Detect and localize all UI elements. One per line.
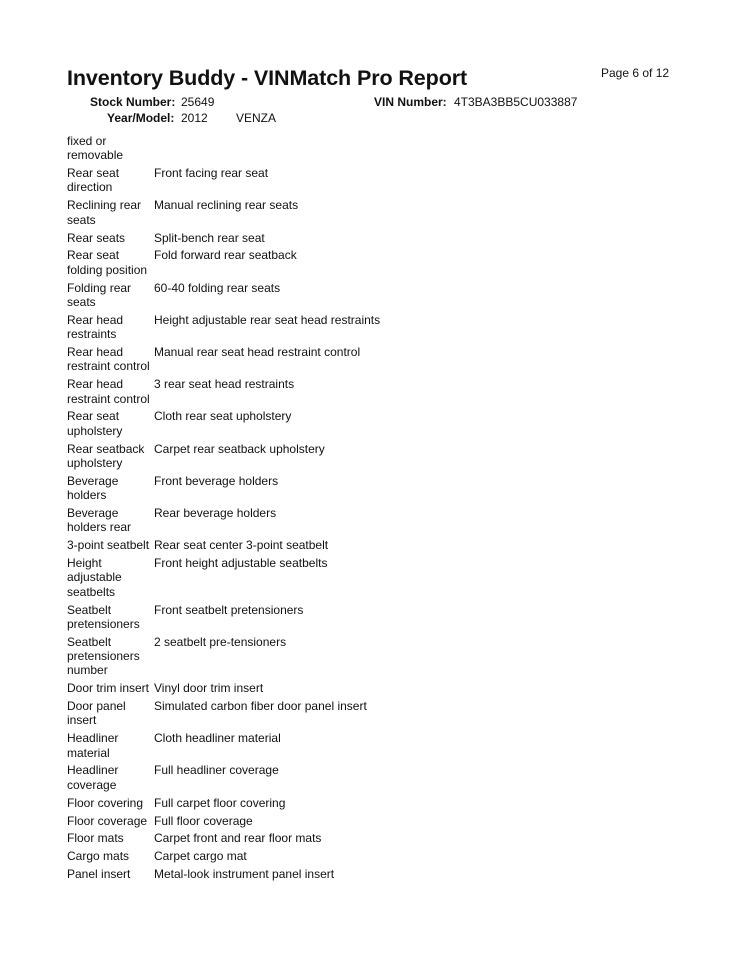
spec-value: Cloth rear seat upholstery [154, 409, 292, 424]
spec-value: Full carpet floor covering [154, 795, 286, 810]
spec-row [67, 763, 667, 792]
spec-row [67, 134, 667, 163]
spec-key: 3-point seatbelt [67, 538, 150, 553]
spec-value: Metal-look instrument panel insert [154, 867, 335, 882]
spec-row [67, 377, 667, 406]
spec-row [67, 231, 667, 245]
spec-row [67, 345, 667, 374]
spec-row [67, 556, 667, 599]
spec-key: Reclining rear seats [67, 198, 142, 227]
spec-value: Front beverage holders [154, 473, 279, 488]
spec-row [67, 635, 667, 678]
spec-value: Fold forward rear seatback [154, 248, 297, 263]
model-value: VENZA [236, 111, 277, 125]
spec-row [67, 831, 667, 845]
spec-value: Full floor coverage [154, 813, 253, 828]
spec-key: Panel insert [67, 867, 131, 882]
spec-list [67, 134, 667, 885]
spec-value: Front facing rear seat [154, 166, 269, 181]
spec-value: Manual rear seat head restraint control [154, 345, 361, 360]
year-value: 2012 [181, 111, 208, 125]
spec-row [67, 281, 667, 310]
spec-key: Rear seats [67, 230, 126, 245]
spec-row [67, 814, 667, 828]
stock-number-value: 25649 [181, 95, 215, 109]
page-number: Page 6 of 12 [601, 66, 670, 80]
spec-value: Front seatbelt pretensioners [154, 602, 304, 617]
spec-key: Rear seat direction [67, 166, 120, 195]
spec-key: fixed or removable [67, 134, 124, 163]
spec-key: Door panel insert [67, 699, 126, 728]
spec-row [67, 313, 667, 342]
spec-key: Door trim insert [67, 681, 150, 696]
spec-value: 3 rear seat head restraints [154, 377, 295, 392]
spec-key: Folding rear seats [67, 280, 132, 309]
spec-key: Floor covering [67, 795, 144, 810]
spec-row [67, 796, 667, 810]
spec-value: Simulated carbon fiber door panel insert [154, 699, 367, 714]
spec-row [67, 166, 667, 195]
spec-key: Headliner material [67, 731, 119, 760]
spec-key: Floor coverage [67, 813, 148, 828]
spec-key: Height adjustable seatbelts [67, 556, 122, 599]
report-title: Inventory Buddy - VINMatch Pro Report [67, 66, 468, 90]
spec-row [67, 603, 667, 632]
spec-value: Rear seat center 3-point seatbelt [154, 538, 329, 553]
spec-row [67, 731, 667, 760]
spec-key: Rear seat upholstery [67, 409, 123, 438]
spec-key: Rear head restraint control [67, 377, 150, 406]
spec-row [67, 248, 667, 277]
spec-value: Front height adjustable seatbelts [154, 556, 328, 571]
spec-value: Vinyl door trim insert [154, 681, 264, 696]
spec-value: Full headliner coverage [154, 763, 279, 778]
spec-row [67, 538, 667, 552]
spec-row [67, 198, 667, 227]
spec-value: Carpet front and rear floor mats [154, 831, 322, 846]
spec-value [154, 134, 667, 163]
spec-key: Beverage holders rear [67, 505, 132, 535]
spec-value: Carpet rear seatback upholstery [154, 441, 325, 456]
spec-key: Rear seat folding position [67, 248, 148, 277]
spec-value: 2 seatbelt pre-tensioners [154, 634, 287, 649]
year-model-label: Year/Model: [107, 111, 175, 125]
spec-key: Rear seatback upholstery [67, 441, 145, 470]
spec-key: Rear head restraint control [67, 345, 150, 374]
spec-row [67, 409, 667, 438]
spec-key: Seatbelt pretensioners [67, 602, 140, 631]
vin-number-value: 4T3BA3BB5CU033887 [454, 95, 578, 109]
spec-row [67, 506, 667, 535]
spec-value: 60-40 folding rear seats [154, 280, 281, 295]
spec-key: Seatbelt pretensioners number [67, 634, 140, 678]
spec-key: Beverage holders [67, 473, 119, 503]
spec-row [67, 699, 667, 728]
spec-row [67, 474, 667, 503]
spec-value: Rear beverage holders [154, 505, 277, 520]
spec-row [67, 681, 667, 695]
spec-value: Height adjustable rear seat head restraints [154, 312, 381, 327]
spec-row [67, 442, 667, 471]
spec-value: Cloth headliner material [154, 731, 281, 746]
spec-value: Split-bench rear seat [154, 230, 265, 245]
spec-row [67, 849, 667, 863]
spec-value: Carpet cargo mat [154, 849, 247, 864]
spec-key: Floor mats [67, 831, 124, 846]
spec-key: Rear head restraints [67, 312, 124, 342]
spec-key: Cargo mats [67, 849, 130, 864]
spec-key: Headliner coverage [67, 763, 119, 792]
stock-number-label: Stock Number: [90, 95, 176, 109]
spec-row [67, 867, 667, 881]
vin-number-label: VIN Number: [374, 95, 447, 109]
spec-value: Manual reclining rear seats [154, 198, 299, 213]
